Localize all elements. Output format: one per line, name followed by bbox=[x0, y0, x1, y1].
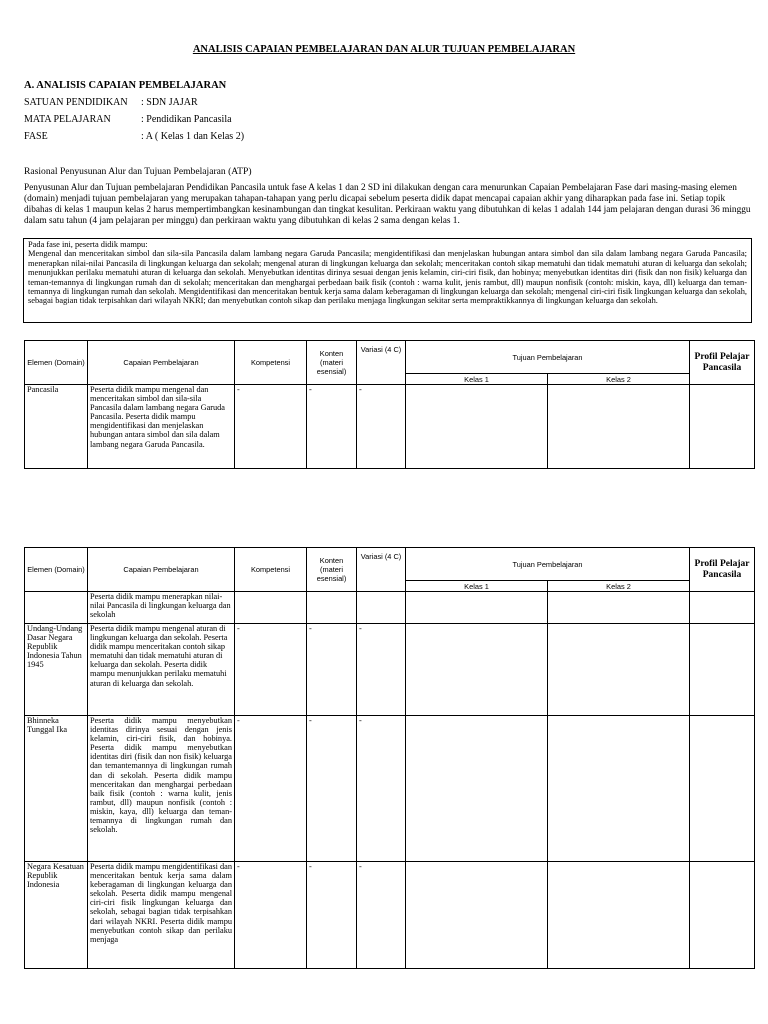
cell-profil bbox=[690, 592, 755, 624]
header-variasi: Variasi (4 C) bbox=[357, 548, 406, 592]
cell-variasi bbox=[357, 592, 406, 624]
cell-kelas-2 bbox=[548, 592, 690, 624]
rasional-heading: Rasional Penyusunan Alur dan Tujuan Pembelajaran (ATP) bbox=[24, 166, 252, 177]
cell-profil bbox=[690, 624, 755, 716]
capaian-fase-heading: Pada fase ini, peserta didik mampu: bbox=[28, 240, 148, 249]
cell-konten: - bbox=[307, 862, 357, 969]
cell-kelas-1 bbox=[406, 592, 548, 624]
header-elemen: Elemen (Domain) bbox=[25, 548, 88, 592]
meta-value: : SDN JAJAR bbox=[141, 97, 198, 108]
cell-kelas-1 bbox=[406, 624, 548, 716]
cell-elemen: Bhinneka Tunggal Ika bbox=[25, 716, 88, 862]
cell-konten: - bbox=[307, 624, 357, 716]
cell-variasi: - bbox=[357, 716, 406, 862]
cell-kompetensi: - bbox=[235, 862, 307, 969]
meta-key: FASE bbox=[24, 131, 48, 142]
meta-value: : A ( Kelas 1 dan Kelas 2) bbox=[141, 131, 245, 142]
cell-konten: - bbox=[307, 716, 357, 862]
header-capaian: Capaian Pembelajaran bbox=[88, 548, 235, 592]
header-variasi: Variasi (4 C) bbox=[357, 341, 406, 385]
cell-konten: - bbox=[307, 385, 357, 469]
header-konten: Konten (materi esensial) bbox=[307, 341, 357, 385]
cell-kelas-2 bbox=[548, 624, 690, 716]
cell-kelas-2 bbox=[548, 862, 690, 969]
atp-table-2 bbox=[24, 547, 755, 969]
cell-elemen bbox=[25, 592, 88, 624]
capaian-fase-text: Mengenal dan menceritakan simbol dan sila-sila Pancasila dalam lambang negara Garuda Pancasila; mengidentifikasi dan menjelaskan hubungan antara simbol dan sila dalam lambang negara Garuda Pancasila; menerapkan nilai-nilai Pancasila di lingkungan keluarga dan sekolah; mengenal aturan di lingkungan keluarga dan sekolah; menceritakan contoh sikap mematuhi dan tidak mematuhi aturan di keluarga dan sekolah; menunjukkan perilaku mematuhi aturan di keluarga dan sekolah. Menyebutkan identitas dirinya sesuai dengan jenis kelamin, ciri-ciri fisik, dan hobinya; menyebutkan identitas diri (fisik dan non fisik) keluarga dan teman-temannya di lingkungan rumah dan di sekolah; menceritakan dan menghargai perbedaan baik fisik (contoh : warna kulit, jenis rambut, dll) maupun nonfisik (contoh: miskin, kaya, dll) keluarga dan teman-temannya di lingkungan rumah dan sekolah. Mengidentifikasi dan menceritakan bentuk kerja sama dalam keberagaman di lingkungan keluarga dan sekolah; mengenal ciri-ciri fisik lingkungan keluarga dan sekolah, sebagai bagian tidak terpisahkan dari wilayah NKRI; dan menyebutkan contoh sikap dan perilaku menjaga lingkungan sekitar serta mempraktikkannya di lingkungan keluarga dan sekolah. bbox=[28, 249, 747, 306]
cell-elemen: Undang-Undang Dasar Negara Republik Indonesia Tahun 1945 bbox=[25, 624, 88, 716]
header-tujuan: Tujuan Pembelajaran bbox=[406, 341, 690, 374]
cell-kompetensi bbox=[235, 592, 307, 624]
header-konten: Konten (materi esensial) bbox=[307, 548, 357, 592]
cell-elemen: Pancasila bbox=[25, 385, 88, 469]
cell-capaian: Peserta didik mampu mengidentifikasi dan menceritakan bentuk kerja sama dalam keberagaman di lingkungan keluarga dan sekolah. Peserta didik mampu mengenal ciri-ciri fisik lingkungan keluarga dan sekolah, sebagai bagian tidak terpisahkan dari wilayah NKRI. Peserta didik mampu menyebutkan contoh sikap dan perilaku menjaga bbox=[88, 862, 235, 969]
cell-capaian: Peserta didik mampu menerapkan nilai-nilai Pancasila di lingkungan keluarga dan sekolah bbox=[88, 592, 235, 624]
table-row bbox=[25, 385, 755, 469]
table-row bbox=[25, 592, 755, 624]
header-profil: Profil Pelajar Pancasila bbox=[690, 341, 755, 385]
header-kelas-2: Kelas 2 bbox=[548, 374, 690, 385]
header-kelas-1: Kelas 1 bbox=[406, 374, 548, 385]
cell-capaian: Peserta didik mampu menyebutkan identitas dirinya sesuai dengan jenis kelamin, ciri-ciri fisik, dan hobinya. Peserta didik mampu menyebutkan identitas diri (fisik dan non fisik) keluarga dan temantemannya di lingkungan rumah dan di sekolah. Peserta didik mampu menceritakan dan menghargai perbedaan baik fisik (contoh : warna kulit, jenis rambut, dll) maupun nonfisik (contoh : miskin, kaya, dll) keluarga dan teman-temannya di lingkungan rumah dan sekolah. bbox=[88, 716, 235, 862]
meta-key: SATUAN PENDIDIKAN bbox=[24, 97, 128, 108]
table-row bbox=[25, 624, 755, 716]
atp-table-1 bbox=[24, 340, 755, 469]
meta-mata-pelajaran bbox=[24, 114, 232, 125]
capaian-fase-box bbox=[23, 238, 752, 323]
cell-kelas-1 bbox=[406, 716, 548, 862]
cell-profil bbox=[690, 862, 755, 969]
header-kompetensi: Kompetensi bbox=[235, 548, 307, 592]
section-a-heading: A. ANALISIS CAPAIAN PEMBELAJARAN bbox=[24, 80, 227, 91]
cell-kelas-2 bbox=[548, 716, 690, 862]
cell-variasi: - bbox=[357, 862, 406, 969]
header-profil: Profil Pelajar Pancasila bbox=[690, 548, 755, 592]
rasional-text: Penyusunan Alur dan Tujuan pembelajaran Pendidikan Pancasila untuk fase A kelas 1 dan 2 SD ini dilakukan dengan cara menurunkan Capaian Pembelajaran Fase dari masing-masing elemen (domain) menjadi tujuan pembelajaran yang merupakan tahapan-tahapan yang perlu dicapai sebelum peserta didik dapat mencapai capaian akhir yang diharapkan pada fase ini. Setiap topik dibahas di kelas 1 maupun kelas 2 harus mempertimbangkan kesinambungan dan tingkat kesulitan. Perkiraan waktu yang dibutuhkan di kelas 1 adalah 144 jam pelajaran dengan durasi 36 minggu dalam satu tahun (4 jam pelajaran per minggu) dan perkiraan waktu yang dibutuhkan di kelas 2 sama dengan kelas 1. bbox=[24, 183, 751, 226]
cell-profil bbox=[690, 716, 755, 862]
cell-profil bbox=[690, 385, 755, 469]
table-row bbox=[25, 862, 755, 969]
cell-kelas-2 bbox=[548, 385, 690, 469]
cell-kompetensi: - bbox=[235, 385, 307, 469]
header-kelas-1: Kelas 1 bbox=[406, 581, 548, 592]
meta-satuan-pendidikan bbox=[24, 97, 198, 108]
cell-elemen: Negara Kesatuan Republik Indonesia bbox=[25, 862, 88, 969]
cell-kelas-1 bbox=[406, 862, 548, 969]
cell-capaian: Peserta didik mampu mengenal aturan di lingkungan keluarga dan sekolah. Peserta didik mampu menceritakan contoh sikap mematuhi dan tidak mematuhi aturan di keluarga dan sekolah. Peserta didik mampu menunjukkan perilaku mematuhi aturan di keluarga dan sekolah. bbox=[88, 624, 235, 716]
table-row bbox=[25, 716, 755, 862]
cell-kelas-1 bbox=[406, 385, 548, 469]
header-elemen: Elemen (Domain) bbox=[25, 341, 88, 385]
meta-fase bbox=[24, 131, 244, 142]
cell-capaian: Peserta didik mampu mengenal dan menceritakan simbol dan sila-sila Pancasila dalam lambang negara Garuda Pancasila. Peserta didik mampu mengidentifikasi dan menjelaskan hubungan antara simbol dan sila dalam lambang negara Garuda Pancasila. bbox=[88, 385, 235, 469]
cell-variasi: - bbox=[357, 385, 406, 469]
meta-value: : Pendidikan Pancasila bbox=[141, 114, 232, 125]
document-title: ANALISIS CAPAIAN PEMBELAJARAN DAN ALUR TUJUAN PEMBELAJARAN bbox=[192, 44, 576, 55]
header-tujuan: Tujuan Pembelajaran bbox=[406, 548, 690, 581]
cell-kompetensi: - bbox=[235, 624, 307, 716]
cell-variasi: - bbox=[357, 624, 406, 716]
header-kelas-2: Kelas 2 bbox=[548, 581, 690, 592]
header-capaian: Capaian Pembelajaran bbox=[88, 341, 235, 385]
header-kompetensi: Kompetensi bbox=[235, 341, 307, 385]
meta-key: MATA PELAJARAN bbox=[24, 114, 111, 125]
cell-kompetensi: - bbox=[235, 716, 307, 862]
cell-konten bbox=[307, 592, 357, 624]
